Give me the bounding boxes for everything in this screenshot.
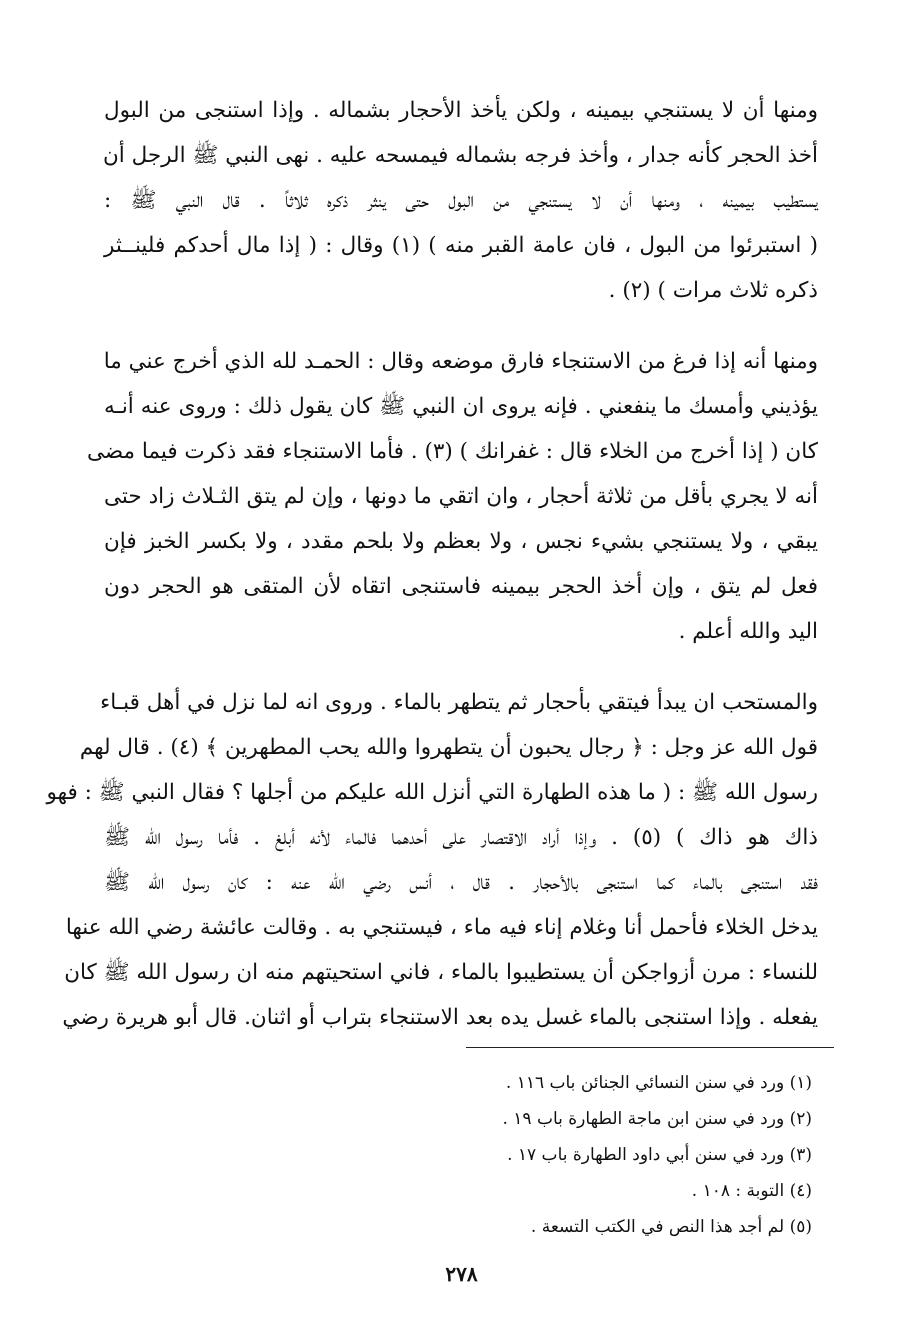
page-number: ٢٧٨	[445, 1262, 478, 1286]
text-line: أخذ الحجر كأنه جدار ، وأخذ فرجه بشماله فيمسحه عليه . نهى النبي ﷺ الرجل أن	[103, 143, 818, 168]
text-line: ومنها أن لا يستنجي بيمينه ، ولكن يأخذ الأحجار بشماله . وإذا استنجى من البول	[104, 98, 818, 123]
text-line: فعل لم يتق ، وإن أخذ الحجر بيمينه فاستنجى اتقاه لأن المتقى هو الحجر دون	[104, 574, 818, 599]
text-line: يفعله . وإذا استنجى بالماء غسل يده بعد الاستنجاء بتراب أو اثنان. قال أبو هريرة رضي	[62, 1005, 818, 1030]
text-line: اليد والله أعلم .	[678, 619, 818, 644]
text-line: ذاك هو ذاك ) (٥) . وإذا أراد الاقتصار على أحدهما فالماء لأنه أبلغ . فأما رسول الله ﷺ	[104, 825, 818, 850]
footnote: (٥) لم أجد هذا النص في الكتب التسعة .	[530, 1217, 812, 1237]
footnote: (٤) التوبة : ١٠٨ .	[691, 1181, 812, 1201]
footnote: (١) ورد في سنن النسائي الجنائن باب ١١٦ .	[505, 1073, 812, 1093]
text-line: يؤذيني وأمسك ما ينفعني . فإنه يروى ان النبي ﷺ كان يقول ذلك : وروى عنه أنـه	[104, 394, 818, 419]
text-line: ذكره ثلاث مرات ) (٢) .	[608, 278, 818, 303]
text-line: ومنها أنه إذا فرغ من الاستنجاء فارق موضعه وقال : الحمـد لله الذي أخرج عني ما	[103, 349, 818, 374]
footnote: (٢) ورد في سنن ابن ماجة الطهارة باب ١٩ .	[502, 1109, 812, 1129]
text-line: يبقي ، ولا يستنجي بشيء نجس ، ولا بعظم ولا بلحم مقدد ، ولا بكسر الخبز فإن	[104, 529, 818, 554]
paragraph-2	[86, 339, 818, 654]
text-line: يستطيب بيمينه ، ومنها أن لا يستنجي من البول حتى ينثر ذكره ثلاثاً . قال النبي ﷺ :	[104, 188, 818, 213]
paragraph-1	[104, 88, 818, 313]
text-line: قول الله عز وجل : ﴿ رجال يحبون أن يتطهروا والله يحب المطهرين ﴾ (٤) . قال لهم	[79, 735, 818, 760]
text-line: والمستحب ان يبدأ فيتقي بأحجار ثم يتطهر بالماء . وروى انه لما نزل في أهل قبـاء	[100, 690, 818, 715]
footnote-separator	[466, 1047, 834, 1048]
footnotes	[420, 1065, 812, 1245]
text-line: رسول الله ﷺ : ( ما هذه الطهارة التي أنزل الله عليكم من أجلها ؟ فقال النبي ﷺ : فهو	[46, 780, 818, 805]
paragraph-3	[46, 680, 818, 1040]
text-line: ( استبرئوا من البول ، فان عامة القبر منه ) (١) وقال : ( إذا مال أحدكم فلينــثر	[104, 233, 818, 258]
main-text	[46, 88, 818, 1066]
text-line: يدخل الخلاء فأحمل أنا وغلام إناء فيه ماء ، فيستنجي به . وقالت عائشة رضي الله عنها	[65, 915, 818, 940]
text-line: للنساء : مرن أزواجكن أن يستطيبوا بالماء ، فاني استحيتهم منه ان رسول الله ﷺ كان	[64, 960, 818, 985]
text-line: كان ( إذا أخرج من الخلاء قال : غفرانك ) (٣) . فأما الاستنجاء فقد ذكرت فيما مضى	[86, 439, 818, 464]
text-line: أنه لا يجري بأقل من ثلاثة أحجار ، وان اتقي ما دونها ، وإن لم يتق الثـلاث زاد حتى	[104, 484, 818, 509]
text-line: فقد استنجى بالماء كما استنجى بالأحجار . قال ، أنس رضي الله عنه : كان رسول الله ﷺ	[104, 870, 818, 895]
footnote: (٣) ورد في سنن أبي داود الطهارة باب ١٧ .	[507, 1145, 812, 1165]
